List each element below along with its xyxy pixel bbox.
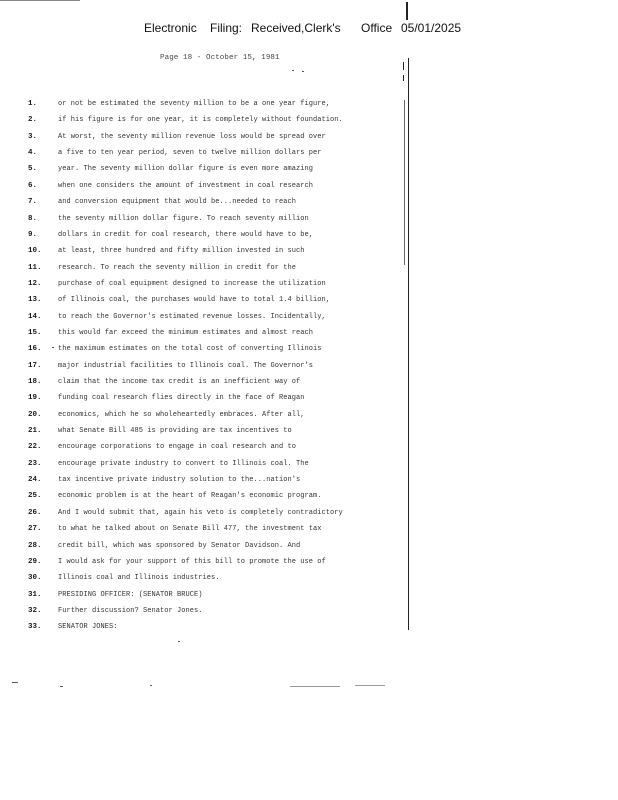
line-number: 1.: [28, 100, 38, 108]
line-text: of Illinois coal, the purchases would have to total 1.4 billion,: [58, 296, 331, 305]
transcript-line: [0, 231, 400, 242]
line-number: 5.: [28, 165, 38, 174]
line-number: 19.: [28, 394, 42, 403]
scan-speck: [292, 70, 294, 71]
line-text: and conversion equipment that would be...needed to reach: [58, 198, 297, 207]
line-number: 18.: [28, 378, 42, 386]
line-number: 2.: [28, 116, 38, 125]
line-text: or not be estimated the seventy million to be a one year figure,: [58, 100, 331, 108]
transcript-line: [0, 100, 400, 111]
transcript-line: [0, 591, 400, 602]
line-text: At worst, the seventy million revenue loss would be spread over: [58, 132, 326, 141]
line-text: to what he talked about on Senate Bill 477, the investment tax: [58, 525, 322, 534]
line-number: 9.: [28, 230, 38, 239]
line-number: 25.: [28, 492, 42, 501]
line-number: 7.: [28, 198, 38, 207]
transcript-line: [0, 149, 400, 160]
transcript-line: [0, 182, 400, 193]
transcript-line: [0, 509, 400, 520]
line-number: 14.: [28, 312, 42, 321]
transcript-line: [0, 394, 400, 405]
line-number: 8.: [28, 214, 38, 223]
line-number: 30.: [28, 574, 42, 583]
line-text: PRESIDING OFFICER: (SENATOR BRUCE): [58, 590, 203, 599]
line-text: a five to ten year period, seven to twelve million dollars per: [58, 149, 322, 158]
transcript-line: [0, 476, 400, 487]
line-number: 15.: [28, 328, 42, 337]
line-number: 26.: [28, 508, 42, 517]
line-text: research. To reach the seventy million in credit for the: [58, 263, 297, 272]
line-text: dollars in credit for coal research, there would have to be,: [58, 230, 314, 239]
transcript-line: [0, 296, 400, 307]
line-number: 17.: [28, 361, 42, 370]
line-text: Illinois coal and Illinois industries.: [58, 574, 220, 583]
page-subheader: Page 18 - October 15, 1981: [160, 54, 280, 62]
transcript-line: [0, 116, 400, 127]
scan-speck: [52, 347, 54, 348]
transcript-line: [0, 165, 400, 176]
transcript-line: [0, 345, 400, 356]
transcript-line: [0, 623, 400, 634]
transcript-line: [0, 492, 400, 503]
line-number: 20.: [28, 410, 42, 419]
line-text: purchase of coal equipment designed to increase the utilization: [58, 279, 326, 288]
line-text: encourage corporations to engage in coal research and to: [58, 443, 297, 452]
line-number: 13.: [28, 296, 42, 305]
transcript-line: [0, 264, 400, 275]
line-text: to reach the Governor's estimated revenue losses. Incidentally,: [58, 312, 326, 321]
transcript-line: [0, 378, 400, 389]
scan-speck: [178, 641, 180, 642]
transcript-line: [0, 574, 400, 585]
line-number: 23.: [28, 459, 42, 468]
line-text: tax incentive private industry solution to the...nation's: [58, 476, 301, 485]
line-number: 22.: [28, 443, 42, 452]
transcript-line: [0, 443, 400, 454]
line-number: 4.: [28, 149, 38, 158]
scan-speck: [290, 686, 340, 687]
line-text: Further discussion? Senator Jones.: [58, 606, 203, 615]
transcript-line: [0, 607, 400, 618]
header-filing: Filing:: [210, 21, 243, 35]
line-text: this would far exceed the minimum estimates and almost reach: [58, 328, 314, 337]
transcript-line: [0, 525, 400, 536]
line-text: the maximum estimates on the total cost of converting Illinois: [58, 345, 322, 354]
line-number: 3.: [28, 132, 38, 141]
line-number: 27.: [28, 525, 42, 534]
transcript-line: [0, 362, 400, 373]
scan-speck: [60, 686, 63, 687]
header-received: Received,Clerk's: [251, 21, 341, 35]
transcript-line: [0, 411, 400, 422]
line-text: year. The seventy million dollar figure is even more amazing: [58, 165, 314, 174]
margin-mark: [403, 62, 404, 70]
line-number: 16.: [28, 345, 42, 354]
line-text: claim that the income tax credit is an inefficient way of: [58, 378, 301, 386]
line-number: 28.: [28, 541, 42, 550]
scan-speck: [355, 685, 385, 686]
line-text: the seventy million dollar figure. To reach seventy million: [58, 214, 309, 223]
transcript-line: [0, 313, 400, 324]
scan-speck: [302, 71, 304, 72]
line-text: economic problem is at the heart of Reagan's economic program.: [58, 492, 322, 501]
transcript-line: [0, 247, 400, 258]
transcript-line: [0, 460, 400, 471]
line-text: at least, three hundred and fifty million invested in such: [58, 247, 305, 256]
transcript-line: [0, 133, 400, 144]
line-number: 11.: [28, 263, 42, 272]
transcript-line: [0, 198, 400, 209]
scan-edge-mark: [0, 0, 80, 1]
transcript-line: [0, 542, 400, 553]
line-number: 6.: [28, 181, 38, 190]
transcript-line: [0, 329, 400, 340]
transcript-line: [0, 427, 400, 438]
line-text: if his figure is for one year, it is completely without foundation.: [58, 116, 343, 125]
line-text: when one considers the amount of investment in coal research: [58, 181, 314, 190]
scan-speck: [12, 682, 18, 683]
margin-mark: [403, 75, 404, 81]
line-text: economics, which he so wholeheartedly embraces. After all,: [58, 410, 305, 419]
line-text: encourage private industry to convert to Illinois coal. The: [58, 459, 309, 468]
transcript-line: [0, 280, 400, 291]
transcript-line: [0, 215, 400, 226]
header-electronic: Electronic: [144, 21, 197, 35]
line-number: 33.: [28, 623, 42, 632]
line-text: credit bill, which was sponsored by Senator Davidson. And: [58, 541, 301, 550]
transcript-line: [0, 558, 400, 569]
line-number: 31.: [28, 590, 42, 599]
header-date: 05/01/2025: [401, 21, 462, 35]
header-office: Office: [361, 21, 393, 35]
line-text: And I would submit that, again his veto is completely contradictory: [58, 508, 343, 517]
scan-speck: [150, 685, 152, 686]
margin-rule-inner: [404, 100, 405, 265]
margin-rule: [408, 58, 409, 630]
line-text: SENATOR JONES:: [58, 623, 118, 632]
line-text: funding coal research flies directly in the face of Reagan: [58, 394, 305, 403]
line-number: 10.: [28, 247, 42, 256]
line-number: 29.: [28, 557, 42, 566]
line-number: 24.: [28, 476, 42, 485]
line-number: 12.: [28, 279, 42, 288]
filing-stamp-header: [0, 21, 618, 37]
line-text: what Senate Bill 485 is providing are tax incentives to: [58, 427, 292, 435]
line-text: I would ask for your support of this bill to promote the use of: [58, 557, 326, 566]
margin-mark: [406, 2, 408, 20]
line-text: major industrial facilities to Illinois coal. The Governor's: [58, 361, 314, 370]
line-number: 32.: [28, 606, 42, 615]
line-number: 21.: [28, 427, 42, 435]
